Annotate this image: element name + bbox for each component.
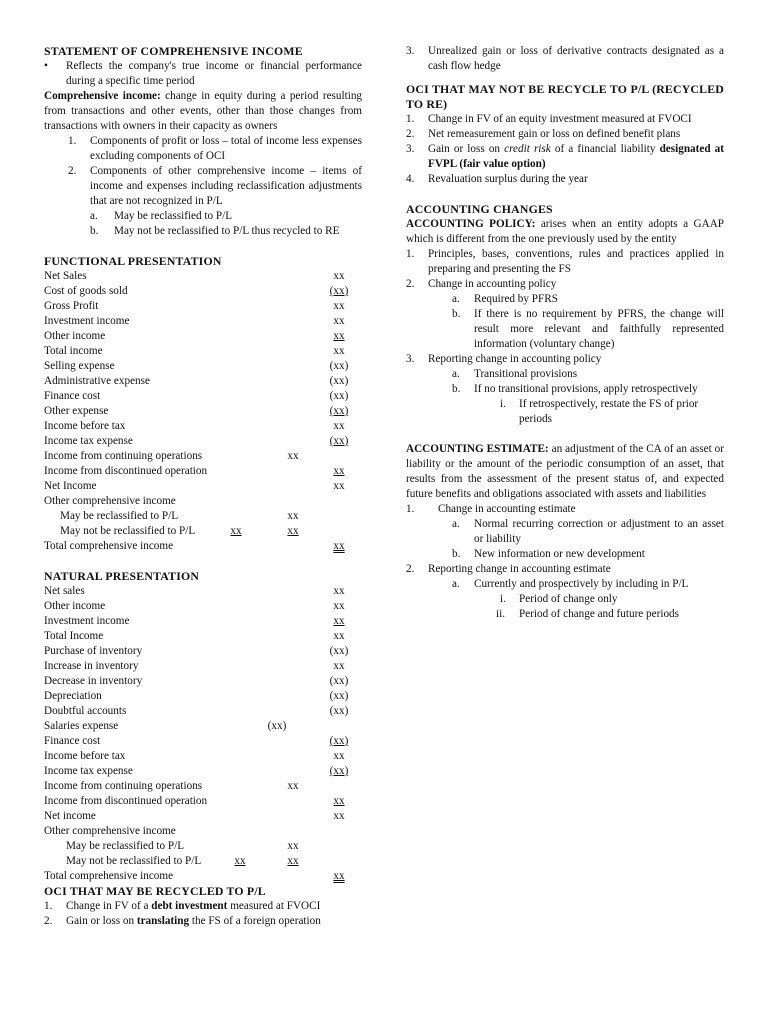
row-label: Increase in inventory (44, 660, 139, 672)
row-label: Net sales (44, 585, 85, 597)
bullet-icon: • (44, 60, 48, 72)
row-value: xx (333, 750, 345, 762)
accounting-changes-heading: ACCOUNTING CHANGES (406, 202, 553, 216)
natural-heading: NATURAL PRESENTATION (44, 569, 200, 583)
statement-row (44, 584, 362, 599)
statement-row: May not be reclassified to P/L xx xx (60, 525, 299, 537)
row-label: Selling expense (44, 360, 115, 372)
statement-row: Income from continuing operations xx (44, 450, 299, 462)
row-value: xx (333, 330, 345, 342)
sub-component-item: a. May be reclassified to P/L (90, 210, 233, 222)
row-value: (xx) (329, 735, 349, 747)
policy-sub-item: a. Transitional provisions (452, 368, 578, 380)
functional-rows (44, 269, 362, 449)
row-label: Doubtful accounts (44, 705, 127, 717)
statement-row: Net income xx (44, 810, 345, 822)
soci-heading: STATEMENT OF COMPREHENSIVE INCOME (44, 44, 303, 58)
statement-row (44, 299, 362, 314)
statement-row (44, 644, 362, 659)
oci-recycled-item: 1. Change in FV of a debt investment measured at FVOCI (44, 900, 321, 912)
row-value: xx (333, 420, 345, 432)
policy-sub-sub-item: i. If retrospectively, restate the FS of prior periods (500, 398, 699, 425)
soci-bullet: • Reflects the company's true income or financial performance during a specific time period (44, 60, 362, 87)
right-column (406, 44, 724, 622)
policy-item: 1. Principles, bases, conventions, rules and practices applied in preparing and presenting the FS (406, 248, 724, 275)
oci-not-recycled-heading: OCI THAT MAY NOT BE RECYCLE TO P/L (RECYCLED TO RE) (406, 82, 724, 111)
row-label: Decrease in inventory (44, 675, 143, 687)
functional-heading: FUNCTIONAL PRESENTATION (44, 254, 222, 268)
statement-row (44, 419, 362, 434)
row-value: (xx) (329, 765, 349, 777)
statement-row: Total comprehensive income xx (44, 870, 345, 882)
policy-sub-item: a. Required by PFRS (452, 293, 558, 305)
statement-row (44, 344, 362, 359)
row-label: Total income (44, 345, 103, 357)
accounting-policy-definition: ACCOUNTING POLICY: arises when an entity adopts a GAAP which is different from the one previously used by the entity (406, 218, 724, 245)
oci-recycled-heading: OCI THAT MAY BE RECYCLED TO P/L (44, 884, 266, 898)
row-value: xx (333, 315, 345, 327)
statement-row (44, 689, 362, 704)
statement-row: May be reclassified to P/L xx (60, 510, 299, 522)
row-value: (xx) (329, 285, 349, 297)
policy-sub-item: b. If no transitional provisions, apply retrospectively (452, 383, 698, 395)
row-value: (xx) (329, 690, 349, 702)
statement-row: May be reclassified to P/L xx (66, 840, 299, 852)
statement-row (44, 314, 362, 329)
statement-row (44, 764, 362, 779)
row-label: Income tax expense (44, 435, 133, 447)
statement-row (44, 389, 362, 404)
oci-recycled-item: 2. Gain or loss on translating the FS of a foreign operation (44, 915, 321, 927)
row-value: (xx) (329, 645, 349, 657)
estimate-sub-item: b. New information or new development (452, 548, 645, 560)
row-label: Purchase of inventory (44, 645, 143, 657)
statement-row: Other comprehensive income (44, 825, 176, 837)
row-label: Investment income (44, 615, 130, 627)
row-label: Other income (44, 330, 106, 342)
comprehensive-income-definition: Comprehensive income: change in equity during a period resulting from transactions and other events, other than those changes from transactions with owners in their capacity as owners (44, 90, 363, 132)
row-value: xx (333, 585, 345, 597)
row-value: (xx) (329, 360, 349, 372)
estimate-sub-item: a. Currently and prospectively by including in P/L (452, 578, 689, 590)
statement-row (44, 674, 362, 689)
statement-row (44, 704, 362, 719)
statement-row: Other comprehensive income (44, 495, 176, 507)
row-value: xx (333, 270, 345, 282)
row-label: Cost of goods sold (44, 285, 128, 297)
row-label: Other income (44, 600, 106, 612)
statement-row (44, 629, 362, 644)
statement-row (44, 434, 362, 449)
row-value: xx (333, 600, 345, 612)
sub-component-item: b. May not be reclassified to P/L thus recycled to RE (90, 225, 340, 237)
row-label: Depreciation (44, 690, 102, 702)
statement-row (44, 329, 362, 344)
statement-row: May not be reclassified to P/L xx xx (66, 855, 299, 867)
estimate-item: 2. Reporting change in accounting estimate (406, 563, 611, 575)
row-label: Net Sales (44, 270, 87, 282)
row-value: xx (333, 300, 345, 312)
statement-row (44, 269, 362, 284)
row-value: (xx) (329, 705, 349, 717)
statement-row (44, 749, 362, 764)
oci-not-item: 4. Revaluation surplus during the year (406, 173, 588, 185)
statement-row (44, 599, 362, 614)
row-value: (xx) (329, 375, 349, 387)
natural-rows (44, 584, 362, 719)
statement-row (44, 614, 362, 629)
row-label: Finance cost (44, 735, 101, 747)
row-label: Finance cost (44, 390, 101, 402)
row-label: Income before tax (44, 750, 126, 762)
row-value: (xx) (329, 675, 349, 687)
estimate-item: 1. Change in accounting estimate (406, 503, 576, 515)
statement-row: Income from discontinued operation xx (44, 795, 345, 807)
policy-item: 2. Change in accounting policy (406, 278, 557, 290)
component-item: 1. Components of profit or loss – total of income less expenses excluding components of OCI (68, 135, 362, 162)
oci-not-item: 2. Net remeasurement gain or loss on defined benefit plans (406, 128, 681, 140)
statement-row: Income from discontinued operation xx (44, 465, 345, 477)
estimate-sub-sub-item: ii. Period of change and future periods (496, 608, 679, 620)
statement-row: Income from continuing operations xx (44, 780, 299, 792)
row-value: (xx) (329, 390, 349, 402)
oci-not-item: 3. Gain or loss on credit risk of a financial liability designated at FVPL (fair value option) (406, 143, 724, 170)
statement-row (44, 359, 362, 374)
natural-rows-2 (44, 734, 362, 779)
left-column (44, 44, 362, 929)
accounting-estimate-definition: ACCOUNTING ESTIMATE: an adjustment of the CA of an asset or liability or the amount of the periodic consumption of an asset, that results from the assessment of the present status of, and expected future benefits and obligations associated with assets and liabilities (406, 443, 724, 500)
statement-row (44, 659, 362, 674)
row-label: Gross Profit (44, 300, 99, 312)
row-value: xx (333, 630, 345, 642)
row-label: Other expense (44, 405, 109, 417)
row-label: Income tax expense (44, 765, 133, 777)
component-item: 2. Components of other comprehensive income – items of income and expenses including reclassification adjustments that are not recognized in P/L (68, 165, 362, 207)
row-label: Investment income (44, 315, 130, 327)
policy-sub-item: b. If there is no requirement by PFRS, the change will result more relevant and faithfully represented information (voluntary change) (452, 308, 724, 350)
statement-row: Net Income xx (44, 480, 345, 492)
statement-row (44, 404, 362, 419)
row-value: (xx) (329, 405, 349, 417)
estimate-sub-sub-item: i. Period of change only (500, 593, 618, 605)
statement-row (44, 734, 362, 749)
policy-item: 3. Reporting change in accounting policy (406, 353, 602, 365)
estimate-sub-item: a. Normal recurring correction or adjustment to an asset or liability (452, 518, 724, 545)
row-label: Administrative expense (44, 375, 150, 387)
row-label: Income before tax (44, 420, 126, 432)
row-value: xx (333, 615, 345, 627)
row-value: xx (333, 660, 345, 672)
row-label: Total Income (44, 630, 104, 642)
statement-row: Salaries expense (xx) (44, 720, 287, 732)
statement-row: Total comprehensive income xx (44, 540, 345, 552)
oci-not-item: 1. Change in FV of an equity investment measured at FVOCI (406, 113, 692, 125)
row-value: (xx) (329, 435, 349, 447)
statement-row (44, 374, 362, 389)
statement-row (44, 284, 362, 299)
row-value: xx (333, 345, 345, 357)
oci-recycled-item: 3. Unrealized gain or loss of derivative contracts designated as a cash flow hedge (406, 45, 724, 72)
